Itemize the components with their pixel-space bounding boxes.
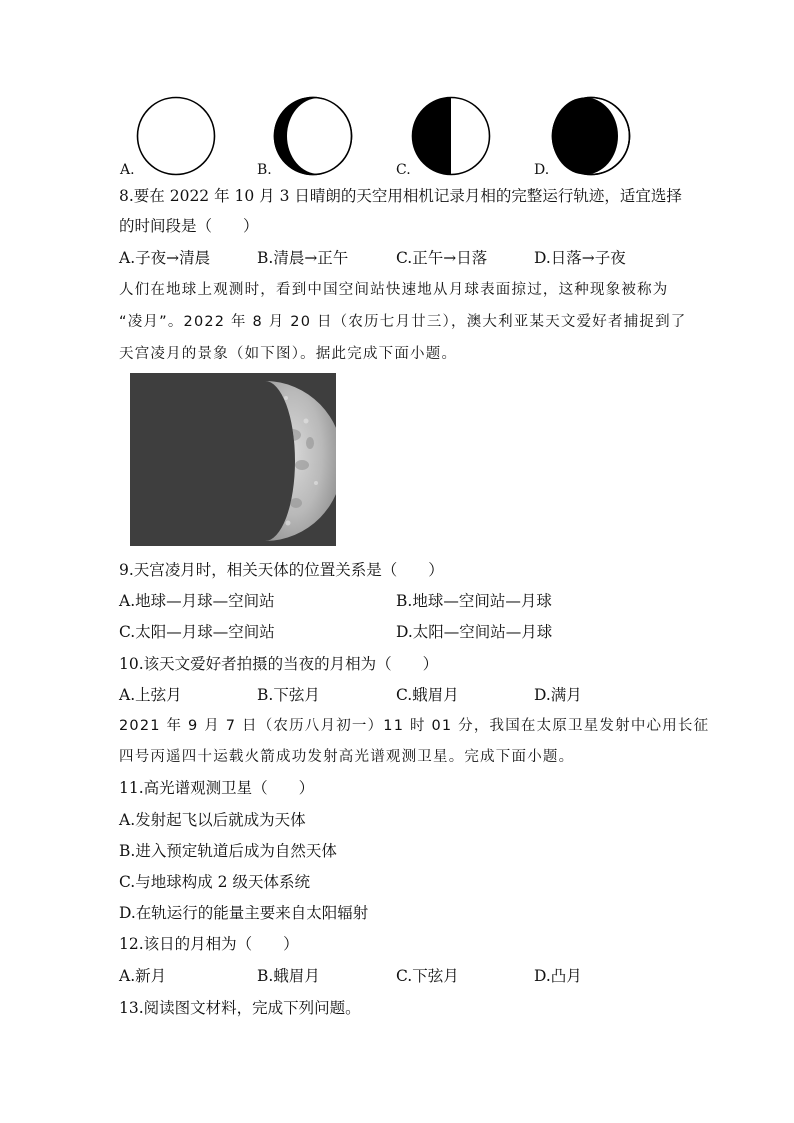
moon-crescent-left-dark-icon [273,96,353,176]
q10-option-d: D.满月 [534,686,582,704]
passage1-line3: 天宫凌月的景象（如下图）。据此完成下面小题。 [119,346,458,362]
q10-option-c: C.蛾眉月 [396,686,459,704]
passage2-line2: 四号丙遥四十运载火箭成功发射高光谱观测卫星。完成下面小题。 [119,749,575,765]
q8-option-a: A.子夜→清晨 [119,249,211,267]
q9-option-c: C.太阳—月球—空间站 [119,623,275,641]
moon-option-d-label: D. [534,162,550,178]
q11-stem: 11.高光谱观测卫星（ ） [119,779,315,797]
q12-option-a: A.新月 [119,967,167,985]
moon-option-b-label: B. [257,162,272,178]
moon-crescent-right-bright-icon [551,96,631,176]
q13-stem: 13.阅读图文材料，完成下列问题。 [119,999,361,1017]
q12-option-b: B.蛾眉月 [257,967,320,985]
q8-option-b: B.清晨→正午 [257,249,349,267]
q12-stem: 12.该日的月相为（ ） [119,935,299,953]
q10-option-a: A.上弦月 [119,686,182,704]
q12-option-d: D.凸月 [534,967,582,985]
moon-full-icon [136,96,216,176]
q8-option-d: D.日落→子夜 [534,249,626,267]
passage1-line2: “凌月”。2022 年 8 月 20 日（农历七月廿三），澳大利亚某天文爱好者捕捉到了 [119,314,687,330]
q10-stem: 10.该天文爱好者拍摄的当夜的月相为（ ） [119,655,439,673]
moon-half-left-dark-icon [411,96,491,176]
q9-option-d: D.太阳—空间站—月球 [396,623,553,641]
q11-option-b: B.进入预定轨道后成为自然天体 [119,842,337,860]
moon-option-a-label: A. [120,162,135,178]
moon-transit-photo [130,373,336,546]
passage2-line1: 2021 年 9 月 7 日（农历八月初一）11 时 01 分，我国在太原卫星发射中心用长征 [119,718,710,734]
q8-stem-line1: 8.要在 2022 年 10 月 3 日晴朗的天空用相机记录月相的完整运行轨迹，适宜选择 [119,187,682,205]
q8-option-c: C.正午→日落 [396,249,488,267]
q11-option-a: A.发射起飞以后就成为天体 [119,811,306,829]
q10-option-b: B.下弦月 [257,686,320,704]
passage1-line1: 人们在地球上观测时，看到中国空间站快速地从月球表面掠过，这种现象被称为 [119,282,669,298]
moon-option-c-label: C. [396,162,411,178]
q9-stem: 9.天宫凌月时，相关天体的位置关系是（ ） [119,561,444,579]
q9-option-a: A.地球—月球—空间站 [119,592,275,610]
q11-option-d: D.在轨运行的能量主要来自太阳辐射 [119,904,369,922]
q8-stem-line2: 的时间段是（ ） [119,217,259,235]
q9-option-b: B.地球—空间站—月球 [396,592,552,610]
q12-option-c: C.下弦月 [396,967,459,985]
q11-option-c: C.与地球构成 2 级天体系统 [119,873,310,891]
